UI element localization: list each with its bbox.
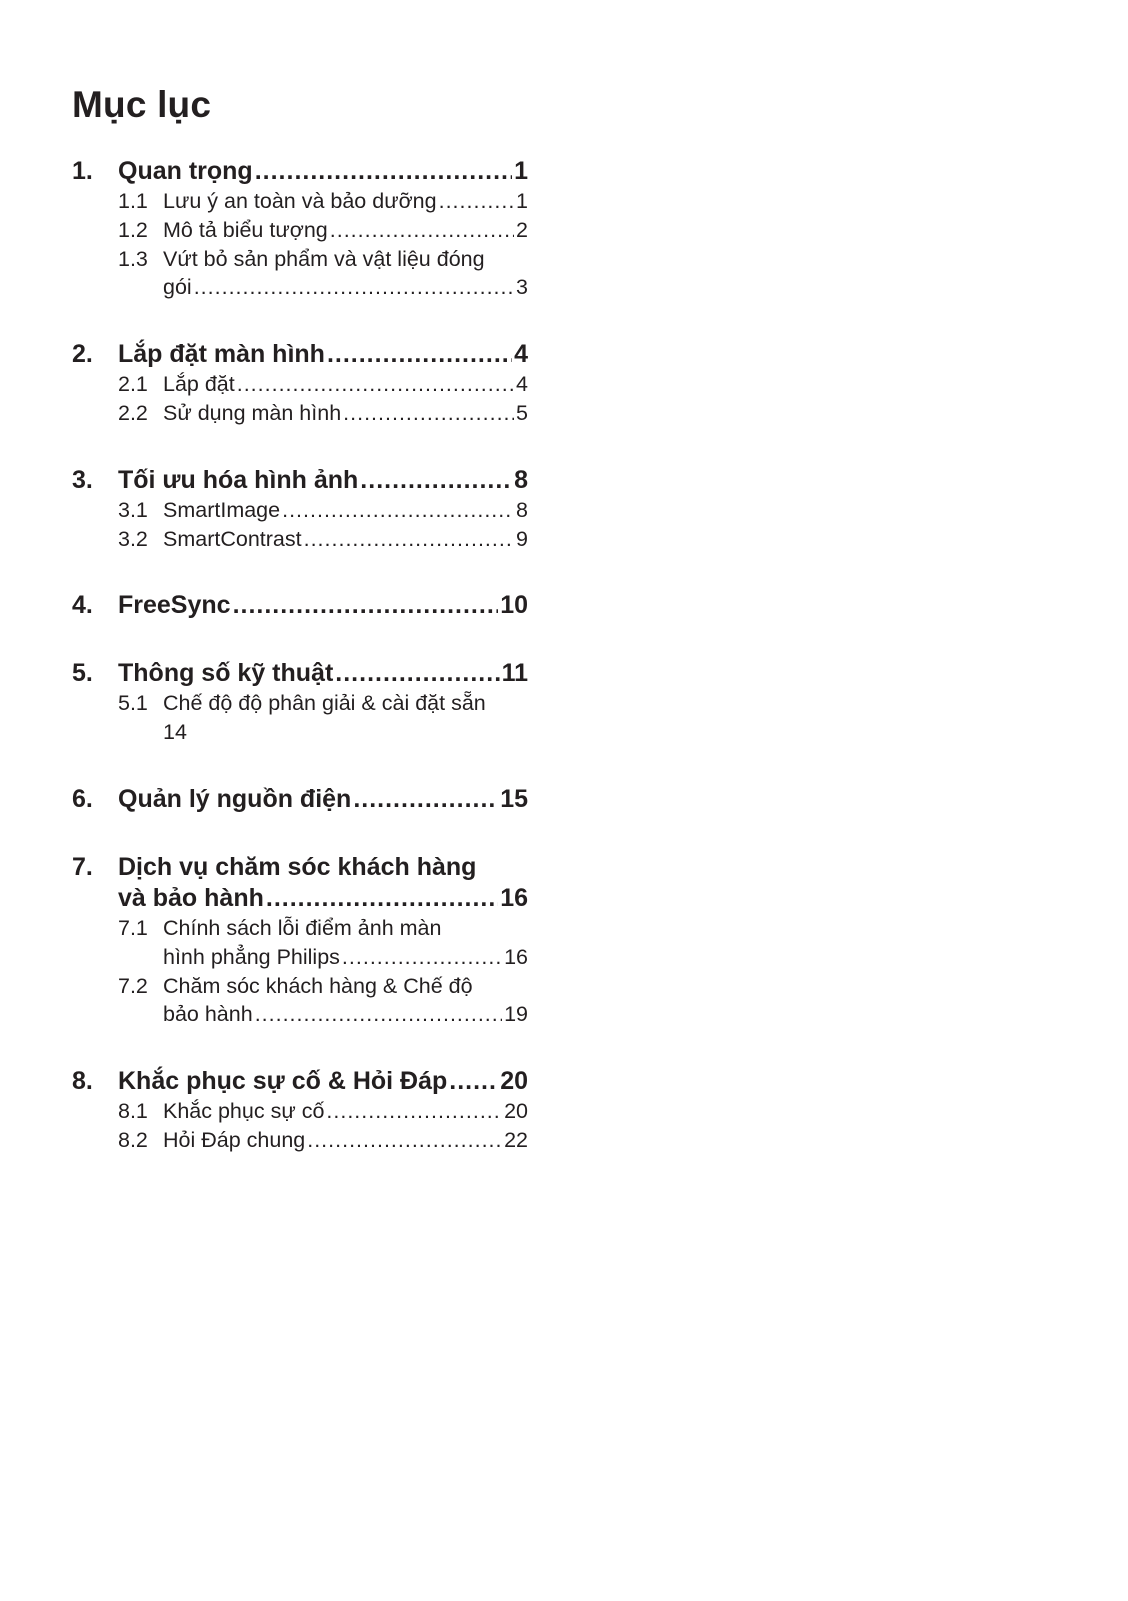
toc-chapter-entry[interactable] <box>72 465 528 496</box>
chapter-number: 5. <box>72 659 93 688</box>
subsection-title: Chăm sóc khách hàng & Chế độ <box>163 973 473 998</box>
toc-chapter-entry[interactable] <box>72 852 528 914</box>
table-of-contents <box>72 156 528 1192</box>
subsection-title: Vứt bỏ sản phẩm và vật liệu đóng <box>163 246 485 271</box>
subsection-title: Lưu ý an toàn và bảo dưỡng <box>163 189 437 213</box>
chapter-title: Quản lý nguồn điện <box>118 784 352 813</box>
page-number: 14 <box>163 720 187 745</box>
toc-section-8 <box>72 1066 528 1155</box>
dot-leader <box>194 273 514 302</box>
dot-leader <box>439 187 514 216</box>
dot-leader <box>307 1126 502 1155</box>
dot-leader <box>449 1066 498 1097</box>
subsection-number: 8.2 <box>118 1127 148 1152</box>
chapter-number: 4. <box>72 591 93 620</box>
subsection-number: 1.1 <box>118 189 148 213</box>
toc-subentry[interactable] <box>72 245 528 303</box>
subsection-number: 3.1 <box>118 497 148 522</box>
chapter-title: Tối ưu hóa hình ảnh <box>118 465 359 494</box>
toc-chapter-entry[interactable] <box>72 590 528 621</box>
page-number: 15 <box>500 784 528 813</box>
subsection-title: SmartContrast <box>163 526 302 551</box>
dot-leader <box>343 399 514 428</box>
toc-chapter-entry[interactable] <box>72 339 528 370</box>
chapter-number: 1. <box>72 157 93 185</box>
chapter-title-continued: và bảo hành <box>118 883 264 912</box>
subsection-number: 2.1 <box>118 372 148 397</box>
page-number: 9 <box>516 526 528 551</box>
toc-section-7 <box>72 852 528 1029</box>
toc-subentry[interactable] <box>72 216 528 245</box>
subsection-number: 1.3 <box>118 246 148 271</box>
page-number: 10 <box>500 591 528 620</box>
subsection-title-continued: gói <box>163 275 192 300</box>
subsection-number: 7.1 <box>118 915 148 940</box>
subsection-number: 8.1 <box>118 1099 148 1124</box>
page-title: Mục lục <box>72 84 212 125</box>
toc-subentry[interactable] <box>72 399 528 428</box>
page-number: 8 <box>514 465 528 494</box>
toc-section-4 <box>72 590 528 621</box>
dot-leader <box>255 1000 502 1029</box>
subsection-title: Chính sách lỗi điểm ảnh màn <box>163 915 442 940</box>
toc-section-1 <box>72 156 528 302</box>
subsection-title: Chế độ độ phân giải & cài đặt sẵn <box>163 691 486 716</box>
dot-leader <box>266 883 498 914</box>
page-number: 8 <box>516 497 528 522</box>
subsection-title-continued: bảo hành <box>163 1002 253 1027</box>
chapter-title: FreeSync <box>118 591 231 620</box>
subsection-number: 1.2 <box>118 217 148 242</box>
dot-leader <box>330 216 514 245</box>
toc-subentry[interactable] <box>72 689 528 747</box>
dot-leader <box>353 784 498 815</box>
toc-subentry[interactable] <box>72 1097 528 1126</box>
toc-subentry[interactable] <box>72 972 528 1030</box>
toc-subentry[interactable] <box>72 187 528 216</box>
dot-leader <box>304 525 514 554</box>
subsection-title: Lắp đặt <box>163 372 235 397</box>
dot-leader <box>282 496 514 525</box>
subsection-number: 7.2 <box>118 973 148 998</box>
toc-subentry[interactable] <box>72 914 528 972</box>
page-number: 4 <box>514 340 528 369</box>
dot-leader <box>360 465 512 496</box>
chapter-number: 3. <box>72 465 93 494</box>
toc-section-3 <box>72 465 528 554</box>
toc-chapter-entry[interactable] <box>72 1066 528 1097</box>
dot-leader <box>255 156 512 187</box>
page-number: 19 <box>504 1002 528 1027</box>
dot-leader <box>237 370 514 399</box>
subsection-title: Mô tả biểu tượng <box>163 217 328 242</box>
toc-chapter-entry[interactable] <box>72 156 528 187</box>
toc-chapter-entry[interactable] <box>72 658 528 689</box>
chapter-number: 6. <box>72 784 93 813</box>
dot-leader <box>335 658 499 689</box>
subsection-number: 5.1 <box>118 691 148 716</box>
page-number: 20 <box>500 1067 528 1096</box>
chapter-title: Quan trọng <box>118 157 253 185</box>
chapter-number: 7. <box>72 852 93 881</box>
subsection-title: Hỏi Đáp chung <box>163 1127 306 1152</box>
page-number: 16 <box>504 944 528 969</box>
page-number: 22 <box>504 1127 528 1152</box>
chapter-number: 2. <box>72 340 93 369</box>
page-number: 3 <box>516 275 528 300</box>
chapter-title: Khắc phục sự cố & Hỏi Đáp <box>118 1067 448 1096</box>
subsection-number: 2.2 <box>118 400 148 425</box>
toc-section-5 <box>72 658 528 747</box>
subsection-title: Sử dụng màn hình <box>163 400 342 425</box>
toc-chapter-entry[interactable] <box>72 784 528 815</box>
toc-subentry[interactable] <box>72 370 528 399</box>
toc-section-6 <box>72 784 528 815</box>
page-number: 5 <box>516 400 528 425</box>
dot-leader <box>342 943 502 972</box>
toc-subentry[interactable] <box>72 1126 528 1155</box>
page-number: 1 <box>516 189 528 213</box>
page-number: 1 <box>514 157 528 185</box>
subsection-number: 3.2 <box>118 526 148 551</box>
chapter-title: Thông số kỹ thuật <box>118 659 334 688</box>
chapter-title: Lắp đặt màn hình <box>118 340 325 369</box>
subsection-title: Khắc phục sự cố <box>163 1099 325 1124</box>
page-number: 16 <box>500 883 528 912</box>
subsection-title-continued: hình phẳng Philips <box>163 944 340 969</box>
toc-subentry[interactable] <box>72 525 528 554</box>
chapter-title: Dịch vụ chăm sóc khách hàng <box>118 852 477 881</box>
dot-leader <box>326 1097 502 1126</box>
page-number: 2 <box>516 217 528 242</box>
toc-subentry[interactable] <box>72 496 528 525</box>
toc-section-2 <box>72 339 528 428</box>
chapter-number: 8. <box>72 1067 93 1096</box>
page-number: 4 <box>516 372 528 397</box>
dot-leader <box>233 590 499 621</box>
subsection-title: SmartImage <box>163 497 281 522</box>
page-number: 20 <box>504 1099 528 1124</box>
page-number: 11 <box>501 659 528 688</box>
dot-leader <box>327 339 512 370</box>
